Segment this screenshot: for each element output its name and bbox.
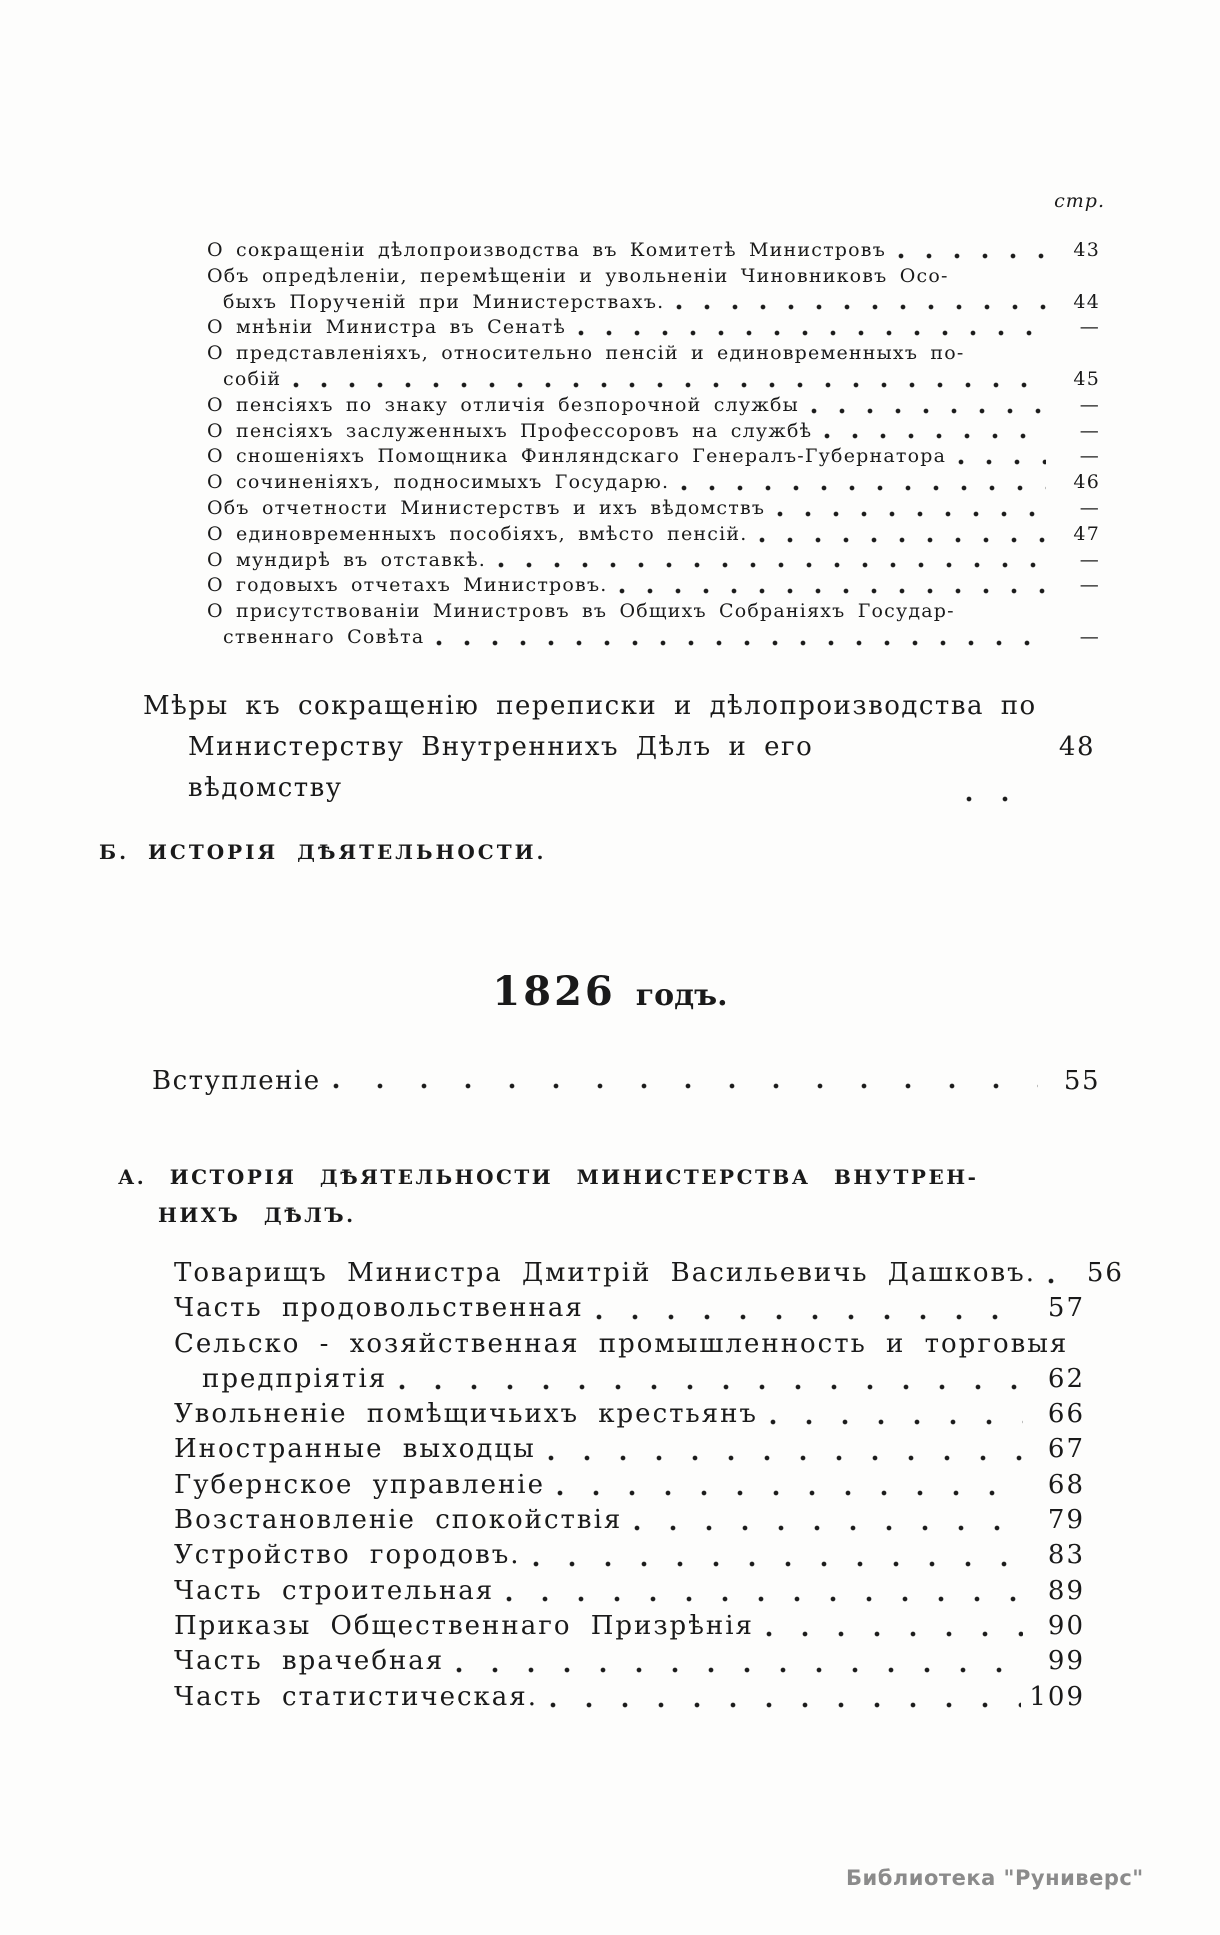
toc-entry: [207, 264, 1100, 316]
toc-entry: [174, 1397, 1085, 1432]
page-number: 48: [1058, 732, 1095, 762]
toc-entry-text: Мѣры къ сокращенію переписки и дѣлопроизводства по: [143, 691, 1037, 721]
toc-entry: [207, 238, 1100, 264]
toc-entry-line: [174, 1468, 1085, 1503]
toc-entry-line: [174, 1503, 1085, 1538]
toc-entry: [174, 1574, 1085, 1609]
year-word: годъ.: [635, 978, 728, 1013]
page-number: 79: [1047, 1505, 1085, 1536]
dot-leader: [766, 1631, 1023, 1637]
toc-entry-line: [207, 470, 1100, 496]
toc-entry-text: Сельско - хозяйственная промышленность и торговыя: [174, 1328, 1069, 1359]
toc-section-main: [174, 1256, 1124, 1715]
toc-entry-text: Товарищъ Министра Дмитрій Васильевичь Дашковъ.: [174, 1258, 1036, 1288]
toc-entry-text: Иностранные выходцы: [174, 1434, 536, 1465]
toc-entry: [174, 1644, 1085, 1679]
toc-entry-line: [207, 625, 1100, 651]
toc-entry: [207, 573, 1100, 599]
toc-entry-text: предпріятія: [202, 1363, 388, 1394]
dot-leader: [533, 1561, 1023, 1567]
toc-entry-line: [174, 1680, 1085, 1715]
dot-leader: [557, 1490, 1023, 1496]
toc-entry-line: [174, 1362, 1085, 1397]
dot-leader: [578, 330, 1046, 336]
toc-entry-text: О мнѣніи Министра въ Сенатѣ: [207, 316, 567, 339]
toc-entry-text: Часть продовольственная: [174, 1293, 584, 1324]
page-number: 90: [1047, 1610, 1085, 1641]
toc-entry: [207, 599, 1100, 651]
toc-entry: [207, 393, 1100, 419]
toc-section-top: [207, 238, 1100, 651]
toc-entry-text: Губернское управленіе: [174, 1469, 545, 1500]
toc-entry: [174, 1609, 1085, 1644]
page-number: —: [1079, 548, 1100, 571]
toc-entry-text: О представленіяхъ, относительно пенсій и единовременныхъ по-: [207, 342, 965, 365]
page-number: 47: [1073, 522, 1100, 545]
toc-entry-text: О пенсіяхъ заслуженныхъ Профессоровъ на службѣ: [207, 419, 813, 442]
section-heading-b: Б. ИСТОРІЯ ДѢЯТЕЛЬНОСТИ.: [99, 840, 547, 864]
toc-entry-text: О мундирѣ въ отставкѣ.: [207, 548, 486, 571]
section-heading-a: [118, 1158, 978, 1234]
toc-entry: [207, 444, 1100, 470]
toc-entry-text: ственнаго Совѣта: [223, 625, 425, 648]
toc-entry: [207, 470, 1100, 496]
toc-entry-line: [207, 444, 1100, 470]
dot-leader: [824, 433, 1046, 439]
page-number: 67: [1047, 1434, 1085, 1465]
page-number: —: [1079, 393, 1100, 416]
dot-leader: [759, 537, 1046, 543]
dot-leader: [1048, 1278, 1062, 1284]
page-number: 57: [1047, 1293, 1085, 1324]
page-number: —: [1079, 445, 1100, 468]
page-number: —: [1079, 316, 1100, 339]
toc-entry-line: [207, 573, 1100, 599]
dot-leader: [456, 1667, 1023, 1673]
dot-leader: [436, 640, 1046, 646]
toc-entry-text: О сокращеніи дѣлопроизводства въ Комитетѣ Министровъ: [207, 239, 886, 261]
toc-entry-text: О пенсіяхъ по знаку отличія безпорочной службы: [207, 393, 799, 416]
page-number: 83: [1047, 1540, 1085, 1571]
page-number: 55: [1063, 1066, 1100, 1096]
toc-entry-line: [207, 393, 1100, 419]
toc-entry: [207, 522, 1100, 548]
dot-leader: [681, 485, 1046, 491]
dot-leader: [293, 382, 1046, 388]
page-number: 43: [1073, 239, 1100, 261]
page-number: —: [1079, 574, 1100, 597]
page-number: 45: [1073, 367, 1100, 390]
page-number: 109: [1029, 1681, 1085, 1712]
toc-entry-line: [207, 315, 1100, 341]
page-number: 68: [1047, 1469, 1085, 1500]
year-number: 1826: [492, 968, 616, 1015]
page-number: —: [1079, 496, 1100, 519]
toc-entry: [174, 1291, 1085, 1326]
toc-entry-line: [174, 1574, 1085, 1609]
toc-entry-text: О годовыхъ отчетахъ Министровъ.: [207, 574, 608, 597]
toc-entry-line: [207, 548, 1100, 574]
page-column-header: стр.: [1054, 190, 1105, 212]
year-heading: [0, 968, 1220, 1015]
dot-leader: [550, 1702, 1021, 1708]
toc-entry-text: Возстановленіе спокойствія: [174, 1505, 623, 1536]
dot-leader: [634, 1525, 1023, 1531]
dot-leader: [811, 408, 1046, 414]
toc-entry: [207, 419, 1100, 445]
toc-entry: [207, 496, 1100, 522]
toc-entry-line: [207, 522, 1100, 548]
toc-entry-text: О присутствованіи Министровъ въ Общихъ Собраніяхъ Государ-: [207, 600, 955, 623]
toc-entry-line: [207, 238, 1100, 264]
toc-entry-text: Министерству Внутреннихъ Дѣлъ и его вѣдомству: [188, 732, 814, 803]
toc-entry: [207, 341, 1100, 393]
toc-entry-line: [143, 727, 1095, 809]
toc-entry-line: [207, 290, 1100, 316]
toc-entry-line: [174, 1644, 1085, 1679]
toc-entry: [174, 1538, 1085, 1573]
mery-paragraph: [143, 686, 1095, 809]
toc-entry: [174, 1256, 1124, 1291]
toc-entry: [207, 315, 1100, 341]
page-number: 44: [1073, 290, 1100, 313]
dot-leader: [333, 1083, 1038, 1089]
toc-entry-text: собій: [223, 367, 282, 390]
dot-leader: [619, 588, 1046, 594]
toc-entry: [174, 1432, 1085, 1467]
dot-leader: [498, 562, 1046, 568]
toc-entry-text: О сношеніяхъ Помощника Финляндскаго Генералъ-Губернатора: [207, 445, 947, 468]
page-number: —: [1079, 419, 1100, 442]
toc-entry-line: [174, 1432, 1085, 1467]
dot-leader: [898, 253, 1046, 259]
dot-leader: [966, 796, 1033, 802]
toc-entry: [207, 548, 1100, 574]
toc-entry: [174, 1327, 1085, 1398]
toc-entry-text: Объ опредѣленіи, перемѣщеніи и увольненіи Чиновниковъ Осо-: [207, 264, 949, 287]
dot-leader: [596, 1314, 1023, 1320]
vstuplenie-entry: [152, 1066, 1100, 1096]
page-number: —: [1079, 625, 1100, 648]
toc-entry-line: [207, 496, 1100, 522]
toc-entry: [174, 1468, 1085, 1503]
toc-entry-text: Вступленіе: [152, 1066, 321, 1096]
toc-entry-line: [174, 1291, 1085, 1326]
toc-entry-line: [174, 1397, 1085, 1432]
toc-entry-text: О единовременныхъ пособіяхъ, вмѣсто пенсій.: [207, 522, 748, 545]
toc-entry-line: [207, 419, 1100, 445]
section-heading-a-line1: А. ИСТОРІЯ ДѢЯТЕЛЬНОСТИ МИНИСТЕРСТВА ВНУТРЕН-: [118, 1165, 979, 1189]
toc-entry-text: Объ отчетности Министерствъ и ихъ вѣдомствъ: [207, 496, 766, 519]
page-number: 89: [1047, 1575, 1085, 1606]
page-number: 46: [1073, 471, 1100, 494]
toc-entry-line: [174, 1538, 1085, 1573]
toc-entry-text: Часть строительная: [174, 1575, 495, 1606]
dot-leader: [399, 1384, 1023, 1390]
page-number: 56: [1086, 1258, 1124, 1288]
toc-entry-text: Часть врачебная: [174, 1646, 445, 1677]
toc-entry-text: Часть статистическая.: [174, 1681, 538, 1712]
toc-entry-text: О сочиненіяхъ, подносимыхъ Государю.: [207, 471, 670, 494]
section-heading-a-line2: НИХЪ ДѢЛЪ.: [158, 1203, 356, 1227]
toc-entry: [174, 1680, 1085, 1715]
dot-leader: [958, 459, 1046, 465]
dot-leader: [548, 1455, 1023, 1461]
page-number: 62: [1047, 1363, 1085, 1394]
toc-entry-text: Устройство городовъ.: [174, 1540, 521, 1571]
toc-entry-line: [207, 367, 1100, 393]
toc-entry: [174, 1503, 1085, 1538]
library-watermark: Библиотека "Руниверс": [846, 1866, 1144, 1890]
page-number: 99: [1047, 1646, 1085, 1677]
dot-leader: [676, 304, 1046, 310]
toc-entry-line: [174, 1609, 1085, 1644]
toc-entry-text: Увольненіе помѣщичьихъ крестьянъ: [174, 1399, 758, 1430]
toc-entry-text: быхъ Порученій при Министерствахъ.: [223, 290, 665, 313]
dot-leader: [777, 511, 1046, 517]
toc-entry-line: [174, 1256, 1124, 1291]
dot-leader: [506, 1596, 1023, 1602]
toc-entry-text: Приказы Общественнаго Призрѣнія: [174, 1610, 754, 1641]
page-number: 66: [1047, 1399, 1085, 1430]
dot-leader: [770, 1419, 1023, 1425]
